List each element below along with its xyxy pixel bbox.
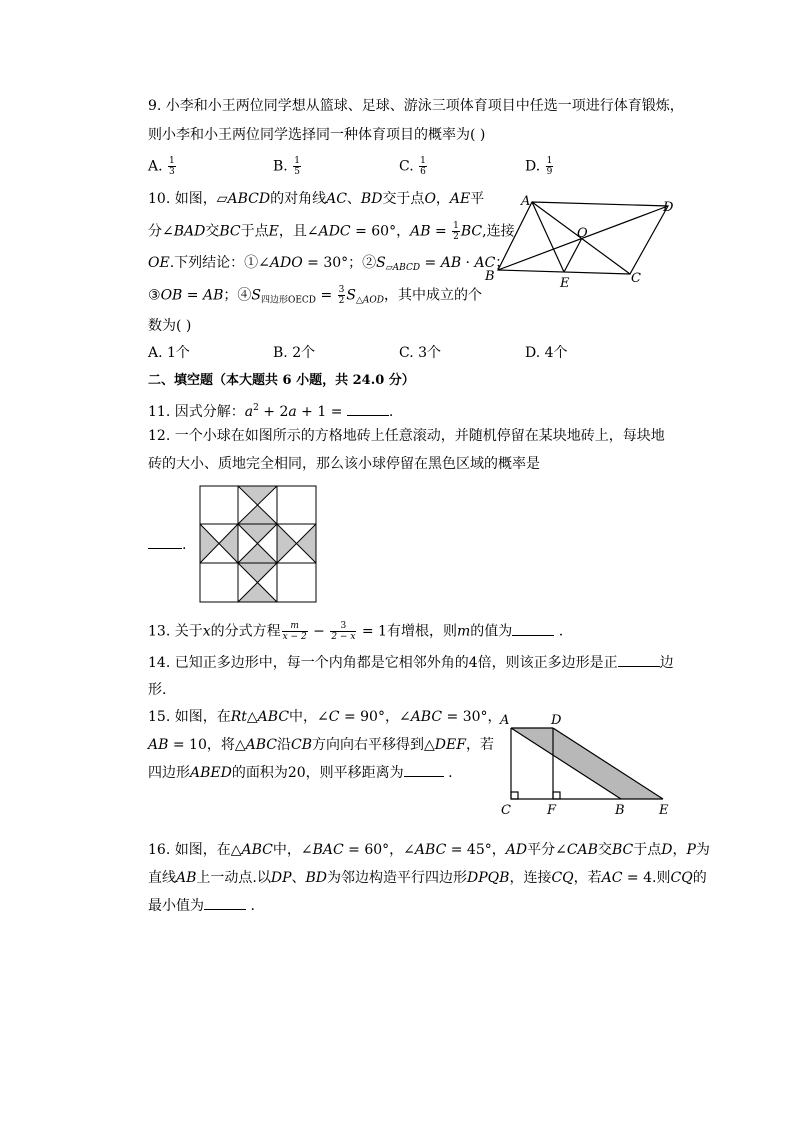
q14-line2: 形. xyxy=(148,682,167,698)
q9-option-b-fraction: $\frac{1}{5}$ xyxy=(294,156,300,177)
label-C: C xyxy=(631,271,641,286)
q12-answer-line: . xyxy=(148,536,186,554)
q9-option-b: B. $\frac{1}{5}$ xyxy=(273,156,300,177)
shaded-triangle xyxy=(238,505,277,524)
q16-answer-blank[interactable] xyxy=(204,897,246,910)
right-angle-c xyxy=(511,792,518,799)
q9-line2: 则小李和小王两位同学选择同一种体育项目的概率为( ) xyxy=(148,127,486,143)
label-A: A xyxy=(500,713,510,728)
q16-line1: 16. 如图，在△ABC中，∠BAC = 60°，∠ABC = 45°，AD平分∠CAB交BC于点D，P为 xyxy=(148,842,710,858)
shaded-triangle xyxy=(238,582,277,602)
q10-line4: ③OB = AB；$④S_{四边形OECD}$ = $\frac{3}{2}$ $S_{\triangle AOD}$，其中成立的个 xyxy=(148,285,483,306)
q10-line1: 10. 如图，▱ABCD的对角线AC、BD交于点O，AE平 xyxy=(148,191,485,207)
q9-option-d: D. $\frac{1}{9}$ xyxy=(525,156,553,177)
q12-tile-grid-figure xyxy=(199,485,319,605)
shaded-triangle xyxy=(238,486,277,505)
shaded-triangle xyxy=(219,524,238,563)
q12-answer-blank[interactable] xyxy=(148,536,182,549)
q15-line2: AB = 10，将△ABC沿CB方向向右平移得到△DEF，若 xyxy=(148,737,494,753)
q9-option-c: C. $\frac{1}{6}$ xyxy=(399,156,426,177)
q10-option-a: A. 1个 xyxy=(148,345,190,361)
q14-line1: 14. 已知正多边形中，每一个内角都是它相邻外角的4倍，则该正多边形是正 边 xyxy=(148,655,674,671)
shaded-parallelogram-abed xyxy=(511,728,663,799)
q12-line1: 12. 一个小球在如图所示的方格地砖上任意滚动，并随机停留在某块地砖上，每块地 xyxy=(148,428,665,444)
section-heading-fill-in: 二、填空题（本大题共 6 小题，共 24.0 分） xyxy=(148,373,415,388)
q13-answer-blank[interactable] xyxy=(512,623,554,636)
shaded-triangle xyxy=(238,524,277,544)
shaded-triangle xyxy=(238,544,277,564)
q16-line2: 直线AB上一动点.以DP、BD为邻边构造平行四边形DPQB，连接CQ，若AC = 4.则CQ的 xyxy=(148,870,707,886)
shaded-triangle xyxy=(277,524,296,563)
label-D: D xyxy=(551,713,562,728)
segment-oe xyxy=(564,238,582,272)
q11-line: 11. 因式分解：$a^2 + 2a + 1$ = . xyxy=(148,403,394,420)
q11-answer-blank[interactable] xyxy=(347,403,389,416)
q15-answer-blank[interactable] xyxy=(404,764,444,777)
right-angle-f xyxy=(553,792,560,799)
q10-option-d: D. 4个 xyxy=(525,345,568,361)
q10-half-fraction: $\frac{1}{2}$ xyxy=(453,221,459,242)
q9-option-c-fraction: $\frac{1}{6}$ xyxy=(420,156,426,177)
segment-ae xyxy=(532,202,564,272)
label-F: F xyxy=(547,803,557,818)
q10-three-halves-fraction: $\frac{3}{2}$ xyxy=(338,285,345,306)
q12-line2: 砖的大小、质地完全相同，那么该小球停留在黑色区域的概率是 xyxy=(148,456,540,472)
q9-option-a: A. $\frac{1}{3}$ xyxy=(148,156,175,177)
q15-line3: 四边形ABED的面积为20，则平移距离为 . xyxy=(148,765,453,781)
q10-line5: 数为( ) xyxy=(148,318,192,334)
shaded-triangle xyxy=(200,524,219,563)
label-B: B xyxy=(615,803,625,818)
q10-parallelogram-figure xyxy=(480,190,680,290)
q9-line1: 9. 小李和小王两位同学想从篮球、足球、游泳三项体育项目中任选一项进行体育锻炼， xyxy=(148,98,684,114)
q9-option-d-fraction: $\frac{1}{9}$ xyxy=(546,156,553,177)
q16-line3: 最小值为 . xyxy=(148,898,255,914)
q13-fraction-2: $\frac{3}{2 - x}$ xyxy=(331,621,356,642)
label-E: E xyxy=(560,276,570,290)
q15-translation-figure xyxy=(497,710,677,818)
q13-line: 13. 关于x的分式方程 $\frac{m}{x - 2}$ − $\frac{3}{2 - x}$ = 1有增根，则m的值为 . xyxy=(148,621,564,642)
q13-fraction-1: $\frac{m}{x - 2}$ xyxy=(282,621,307,642)
label-D: D xyxy=(663,200,674,215)
q10-option-c: C. 3个 xyxy=(399,345,442,361)
q10-option-b: B. 2个 xyxy=(273,345,316,361)
label-E: E xyxy=(659,803,669,818)
q14-answer-blank[interactable] xyxy=(618,654,660,667)
shaded-triangle xyxy=(296,524,316,563)
label-B: B xyxy=(485,269,495,284)
q10-line3: OE.下列结论：①∠ADO = 30°；$②S_{▱ABCD}$ = AB · AC； xyxy=(148,255,510,273)
label-O: O xyxy=(577,226,588,241)
q10-line2: 分∠BAD交BC于点E，且∠ADC = 60°，AB = $\frac{1}{2}$ BC,连接 xyxy=(148,221,515,242)
q15-line1: 15. 如图，在Rt△ABC中，∠C = 90°，∠ABC = 30°， xyxy=(148,709,502,725)
label-C: C xyxy=(501,803,511,818)
shaded-triangle xyxy=(238,563,277,582)
label-A: A xyxy=(521,194,531,209)
q9-option-a-fraction: $\frac{1}{3}$ xyxy=(169,156,175,177)
